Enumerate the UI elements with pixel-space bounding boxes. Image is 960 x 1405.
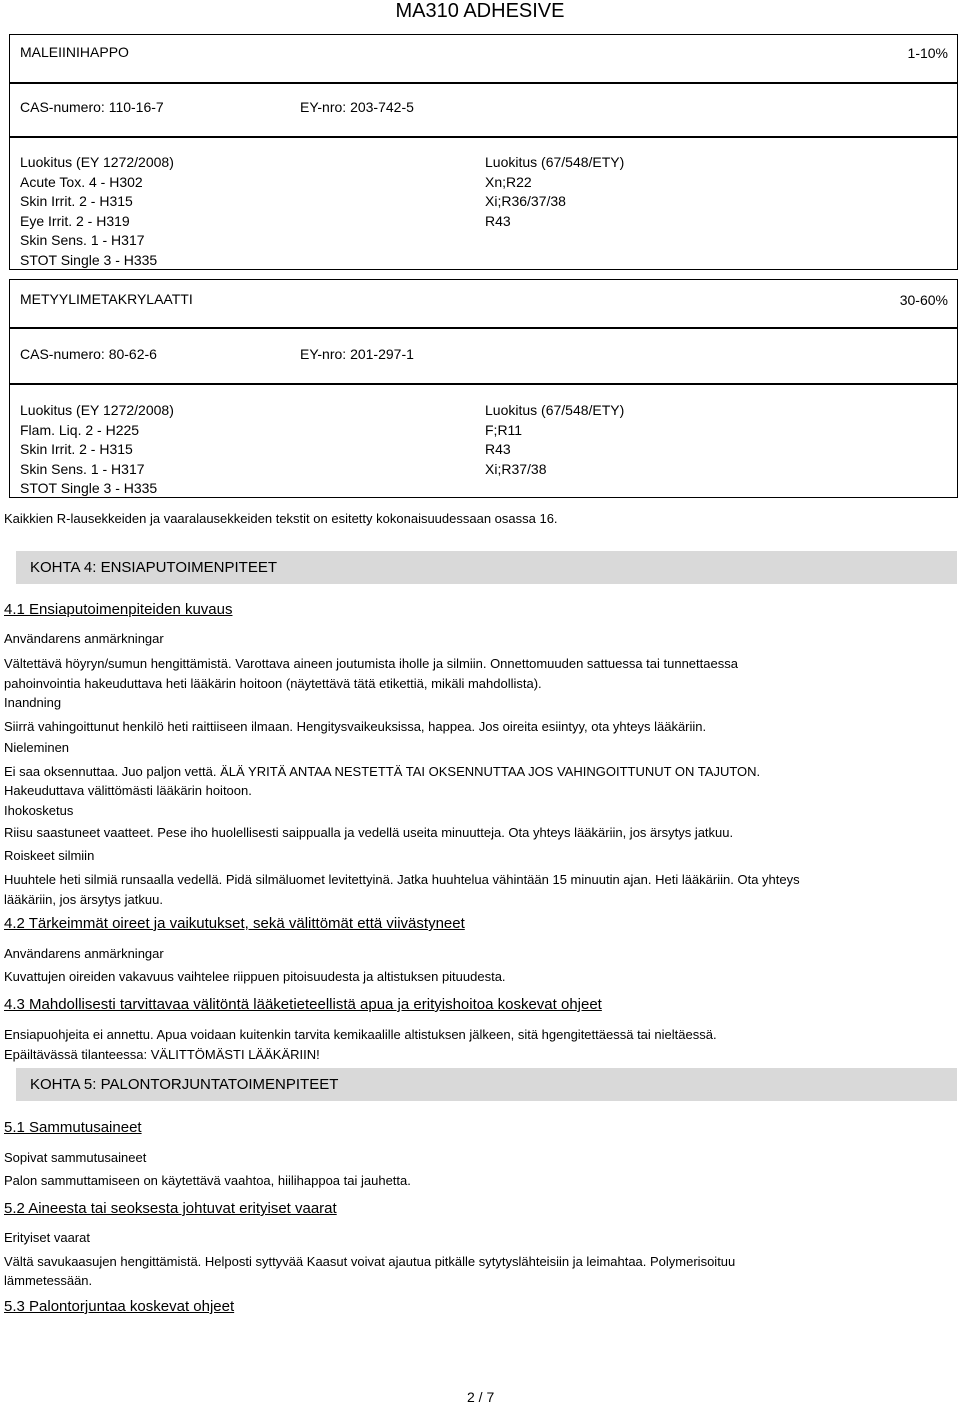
clp-line: Skin Sens. 1 - H317 [20, 232, 145, 248]
user-notes-text [4, 655, 738, 693]
dsd-line: Xi;R36/37/38 [485, 193, 566, 209]
classification-box [9, 383, 958, 498]
text-line: Vältä savukaasujen hengittämistä. Helposti syttyvää Kaasut voivat ajautua pitkälle sytytyslähteisiin ja leimahtaa. Polymerisoituu [4, 1254, 736, 1269]
subsection-4-1-heading: 4.1 Ensiaputoimenpiteiden kuvaus [4, 601, 233, 618]
user-notes-label: Användarens anmärkningar [4, 631, 164, 646]
dsd-line: R43 [485, 212, 511, 229]
section-5-header: KOHTA 5: PALONTORJUNTATOIMENPITEET [16, 1068, 957, 1101]
special-hazards-label: Erityiset vaarat [4, 1230, 90, 1245]
substance-name-box [9, 279, 958, 329]
eye-contact-label: Roiskeet silmiin [4, 848, 95, 863]
dsd-classification [485, 401, 624, 479]
classification-box [9, 136, 958, 270]
subsection-4-3-heading: 4.3 Mahdollisesti tarvittavaa välitöntä lääketieteellistä apua ja erityishoitoa koskevat ohjeet [4, 996, 602, 1013]
dsd-line: Luokitus (67/548/ETY) [485, 402, 625, 418]
clp-line: Luokitus (EY 1272/2008) [20, 402, 174, 418]
extinguishing-media-label: Sopivat sammutusaineet [4, 1150, 147, 1165]
special-hazards-text [4, 1253, 735, 1290]
ec-number: EY-nro: 201-297-1 [300, 346, 414, 362]
ingestion-label: Nieleminen [4, 740, 70, 755]
skin-contact-text: Riisu saastuneet vaatteet. Pese iho huolellisesti saippualla ja vedellä useita minuutteja. Ota yhteys lääkäriin, jos ärsytys jatkuu. [4, 825, 734, 840]
skin-contact-label: Ihokosketus [4, 803, 74, 818]
dsd-line: Xn;R22 [485, 173, 532, 190]
identifier-box [9, 327, 958, 385]
dsd-line: Luokitus (67/548/ETY) [485, 154, 625, 170]
clp-line: Luokitus (EY 1272/2008) [20, 154, 174, 170]
cas-number: CAS-numero: 80-62-6 [20, 346, 157, 362]
clp-line: STOT Single 3 - H335 [20, 480, 158, 496]
dsd-line: F;R11 [485, 421, 523, 438]
substance-name: METYYLIMETAKRYLAATTI [20, 291, 193, 307]
dsd-line: Xi;R37/38 [485, 460, 547, 477]
clp-line: Skin Irrit. 2 - H315 [20, 193, 133, 209]
user-notes-label: Användarens anmärkningar [4, 946, 164, 961]
concentration: 1-10% [907, 45, 948, 61]
text-line: Vältettävä höyryn/sumun hengittämistä. Varottava aineen joutumista iholle ja silmiin. Onnettomuuden sattuessa tai tunnettaessa [4, 656, 738, 671]
document-title: MA310 ADHESIVE [395, 0, 565, 22]
clp-line: Skin Irrit. 2 - H315 [20, 441, 133, 457]
clp-classification [20, 401, 174, 499]
text-line: pahoinvointia hakeuduttava heti lääkärin hoitoon (näytettävä tätä etikettiä, mikäli mahdollista). [4, 676, 542, 691]
medical-advice-text [4, 1026, 717, 1064]
substance-name: MALEIINIHAPPO [20, 44, 129, 60]
text-line: Huuhtele heti silmiä runsaalla vedellä. Pidä silmäluomet levitettyinä. Jatka huuhtelua vähintään 15 minuutin ajan. Heti lääkäriin. Ota yhteys [4, 872, 800, 887]
dsd-line: R43 [485, 441, 511, 457]
text-line: lääkäriin, jos ärsytys jatkuu. [4, 892, 163, 907]
clp-line: Skin Sens. 1 - H317 [20, 460, 145, 477]
ingestion-text [4, 763, 760, 800]
full-text-note: Kaikkien R-lausekkeiden ja vaaralausekkeiden tekstit on esitetty kokonaisuudessaan osassa 16. [4, 511, 558, 526]
symptoms-text: Kuvattujen oireiden vakavuus vaihtelee riippuen pitoisuudesta ja altistuksen pituudesta. [4, 969, 506, 984]
ec-number: EY-nro: 203-742-5 [300, 99, 414, 115]
section-4-header: KOHTA 4: ENSIAPUTOIMENPITEET [16, 551, 957, 584]
clp-line: Acute Tox. 4 - H302 [20, 173, 143, 190]
eye-contact-text [4, 871, 800, 909]
clp-line: STOT Single 3 - H335 [20, 251, 158, 268]
dsd-classification [485, 153, 624, 231]
cas-number: CAS-numero: 110-16-7 [20, 99, 164, 115]
text-line: Epäiltävässä tilanteessa: VÄLITTÖMÄSTI LÄÄKÄRIIN! [4, 1047, 320, 1062]
clp-classification [20, 153, 174, 270]
inhalation-label: Inandning [4, 695, 62, 710]
subsection-5-1-heading: 5.1 Sammutusaineet [4, 1119, 142, 1136]
text-line: Ensiapuohjeita ei annettu. Apua voidaan kuitenkin tarvita kemikaalille altistuksen jälkeen, sitä hgengitettäessä tai nieltäessä. [4, 1027, 717, 1042]
inhalation-text: Siirrä vahingoittunut henkilö heti raittiiseen ilmaan. Hengitysvaikeuksissa, happea. Jos oireita esiintyy, ota yhteys lääkäriin. [4, 719, 707, 734]
substance-name-box [9, 34, 958, 84]
text-line: lämmetessään. [4, 1273, 93, 1288]
concentration: 30-60% [899, 292, 948, 308]
identifier-box [9, 82, 958, 138]
text-line: Hakeuduttava välittömästi lääkärin hoitoon. [4, 783, 252, 798]
text-line: Ei saa oksennuttaa. Juo paljon vettä. ÄLÄ YRITÄ ANTAA NESTETTÄ TAI OKSENNUTTAA JOS VAHINGOITTUNUT ON TAJUTON. [4, 764, 761, 779]
subsection-5-2-heading: 5.2 Aineesta tai seoksesta johtuvat erityiset vaarat [4, 1200, 337, 1217]
subsection-5-3-heading: 5.3 Palontorjuntaa koskevat ohjeet [4, 1298, 235, 1315]
clp-line: Flam. Liq. 2 - H225 [20, 421, 140, 438]
subsection-4-2-heading: 4.2 Tärkeimmät oireet ja vaikutukset, sekä välittömät että viivästyneet [4, 915, 465, 932]
clp-line: Eye Irrit. 2 - H319 [20, 212, 130, 229]
page-indicator: 2 / 7 [467, 1389, 495, 1405]
extinguishing-media-text: Palon sammuttamiseen on käytettävä vaahtoa, hiilihappoa tai jauhetta. [4, 1173, 411, 1188]
